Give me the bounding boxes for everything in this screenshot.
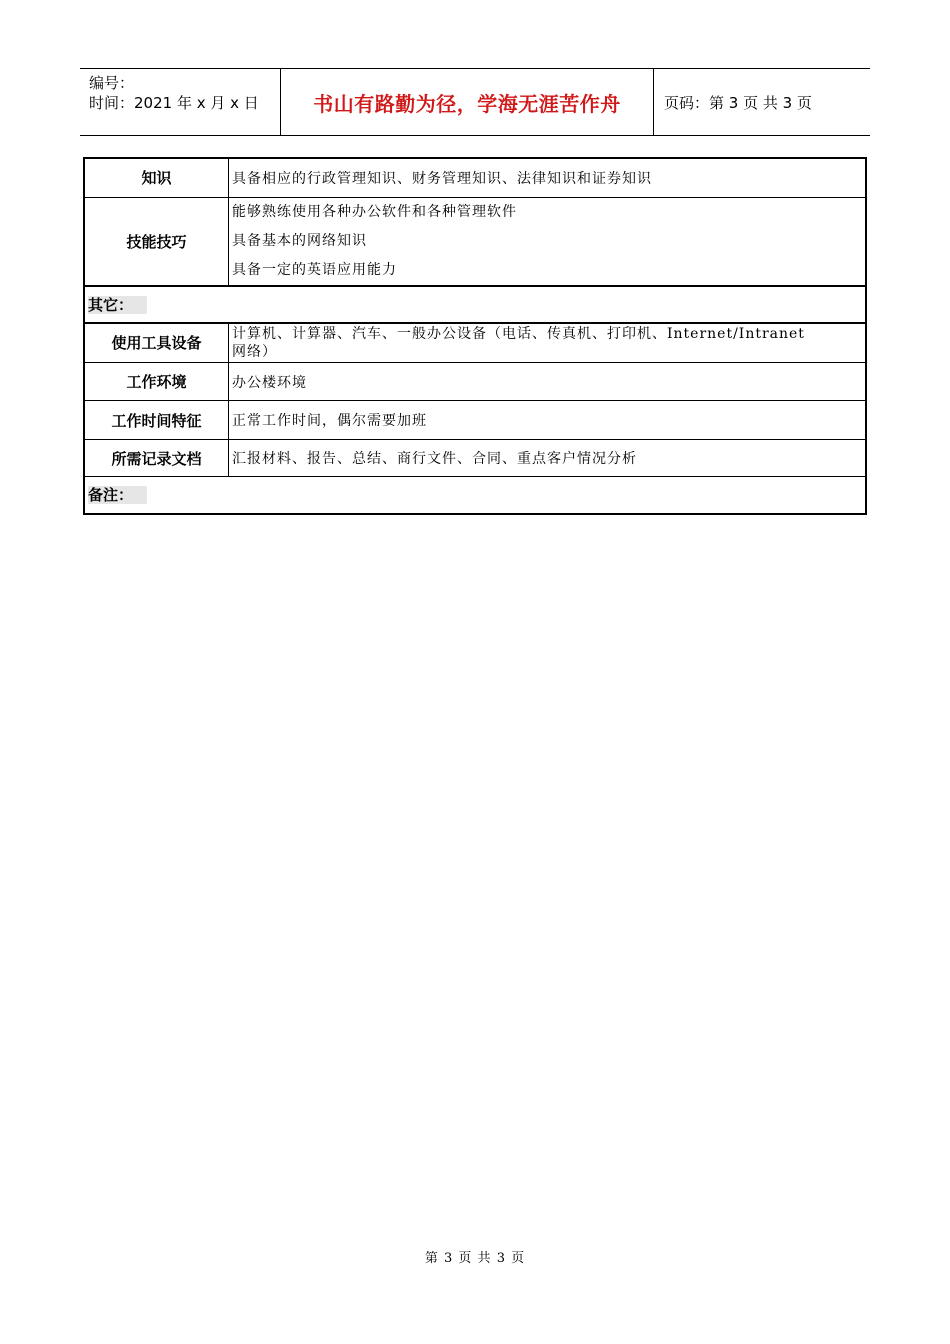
skills-line: 能够熟练使用各种办公软件和各种管理软件 [232,203,517,220]
knowledge-label: 知识 [84,158,229,197]
row-documents [84,440,866,477]
work-time-value: 正常工作时间，偶尔需要加班 [229,401,867,440]
time-label: 时间：2021 年 x 月 x 日 [89,94,259,112]
remarks-label: 备注： [88,486,147,504]
documents-value: 汇报材料、报告、总结、商行文件、合同、重点客户情况分析 [229,440,867,477]
skills-value [229,197,867,286]
documents-label: 所需记录文档 [84,440,229,477]
skills-line: 具备基本的网络知识 [232,232,367,249]
header-page-info [654,69,870,135]
number-label: 编号： [89,74,135,92]
page-info: 页码：第 3 页 共 3 页 [664,93,812,112]
row-environment [84,363,866,401]
job-description-table [83,157,867,515]
row-work-time [84,401,866,440]
row-skills [84,197,866,286]
motto: 书山有路勤为径，学海无涯苦作舟 [313,91,621,116]
row-other [84,286,866,323]
tools-line: 计算机、计算器、汽车、一般办公设备（电话、传真机、打印机、Internet/Intranet [232,325,805,342]
skills-label: 技能技巧 [84,197,229,286]
row-tools [84,323,866,363]
other-label: 其它： [88,296,147,314]
header-meta [80,69,281,135]
page-header [80,68,870,136]
tools-line: 网络） [232,343,277,360]
remarks-section [84,477,866,514]
row-knowledge [84,158,866,197]
footer-page-number: 第 3 页 共 3 页 [424,1251,526,1266]
environment-value: 办公楼环境 [229,363,867,401]
header-motto-cell [281,69,654,135]
page-footer [0,1247,950,1266]
tools-label: 使用工具设备 [84,323,229,363]
row-remarks [84,477,866,514]
skills-line: 具备一定的英语应用能力 [232,261,397,278]
tools-value [229,323,867,363]
environment-label: 工作环境 [84,363,229,401]
work-time-label: 工作时间特征 [84,401,229,440]
other-section [84,286,866,323]
knowledge-value: 具备相应的行政管理知识、财务管理知识、法律知识和证券知识 [229,158,867,197]
